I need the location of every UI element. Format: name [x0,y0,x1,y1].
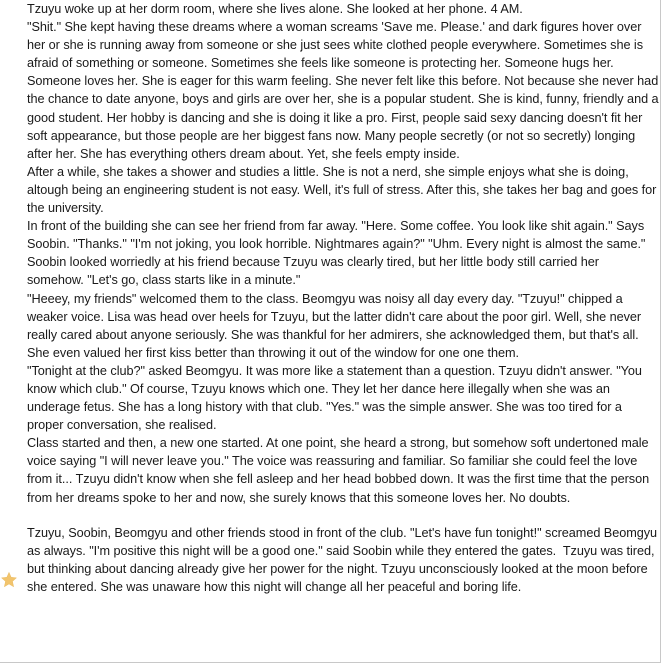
star-icon [0,571,18,589]
final-paragraph: Tzuyu, Soobin, Beomgyu and other friends stood in front of the club. "Let's have fun tonight!" screamed Beomgyu as always. "I'm positive this night will be a good one." said Soobin while they entered the gates. Tzuyu was tired, but thinking about dancing already give her power for the night. Tzuyu unconsciously looked at the moon before she entered. She was unaware how this night will change all her peaceful and boring life. [27,525,661,594]
paragraph: Tzuyu woke up at her dorm room, where she lives alone. She looked at her phone. 4 AM. [27,2,523,16]
paragraph: "Heeey, my friends" welcomed them to the class. Beomgyu was noisy all day every day. "Tzuyu!" chipped a weaker voice. Lisa was head over heels for Tzuyu, but the latter didn't care about the poor girl. Well, she never really cared about anyone seriously. She was thankful for her admirers, she acknowledged them, but that's all. She even valued her first kiss better than throwing it out of the window for one one them. [27,291,645,360]
paragraph: Class started and then, a new one started. At one point, she heard a strong, but somehow soft undertoned male voice saying "I will never leave you." The voice was reassuring and familiar. So familiar she could feel the love from it... Tzuyu didn't know when she fell asleep and her head bobbed down. It was the first time that the person from her dreams spoke to her and now, she surely knows that this someone loves her. No doubts. [27,436,653,505]
paragraph: "Shit." She kept having these dreams where a woman screams 'Save me. Please.' and dark figures hover over her or she is running away from someone or she just sees white clothed people everywhere. Sometimes she is afraid of something or someone. Sometimes she feels like someone is protecting her. Someone hugs her. Someone loves her. She is eager for this warm feeling. She never felt like this before. Not because she never had the chance to date anyone, boys and girls are over her, she is a popular student. She is kind, funny, friendly and a good student. Her hobby is dancing and she is doing it like a pro. First, people said sexy dancing doesn't fit her soft appearance, but those people are her biggest fans now. Many people secretly (or not so secretly) longing after her. She has everything others dream about. Yet, she feels empty inside. [27,20,662,161]
paragraph: After a while, she takes a shower and studies a little. She is not a nerd, she simple enjoys what she is doing, altough being an engineering student is not easy. Well, it's full of stress. After this, she takes her bag and goes for the university. [27,164,660,216]
paragraph: "Tonight at the club?" asked Beomgyu. It was more like a statement than a question. Tzuyu didn't answer. "You know which club." Of course, Tzuyu knows which one. They let her dance here illegally when she was an underage fetus. She has a long history with that club. "Yes." was the simple answer. She was too tired for a proper conversation, she realised. [27,363,646,433]
paragraph-gap [27,507,659,524]
paragraph: In front of the building she can see her friend from far away. "Here. Some coffee. You look like shit again." Says Soobin. "Thanks." "I'm not joking, you look horrible. Nightmares again?" "Uhm. Every night is almost the same." Soobin looked worriedly at his friend because Tzuyu was clearly tired, but her little body still carried her somehow. "Let's go, class starts like in a minute." [27,219,649,288]
document-body [27,0,662,596]
